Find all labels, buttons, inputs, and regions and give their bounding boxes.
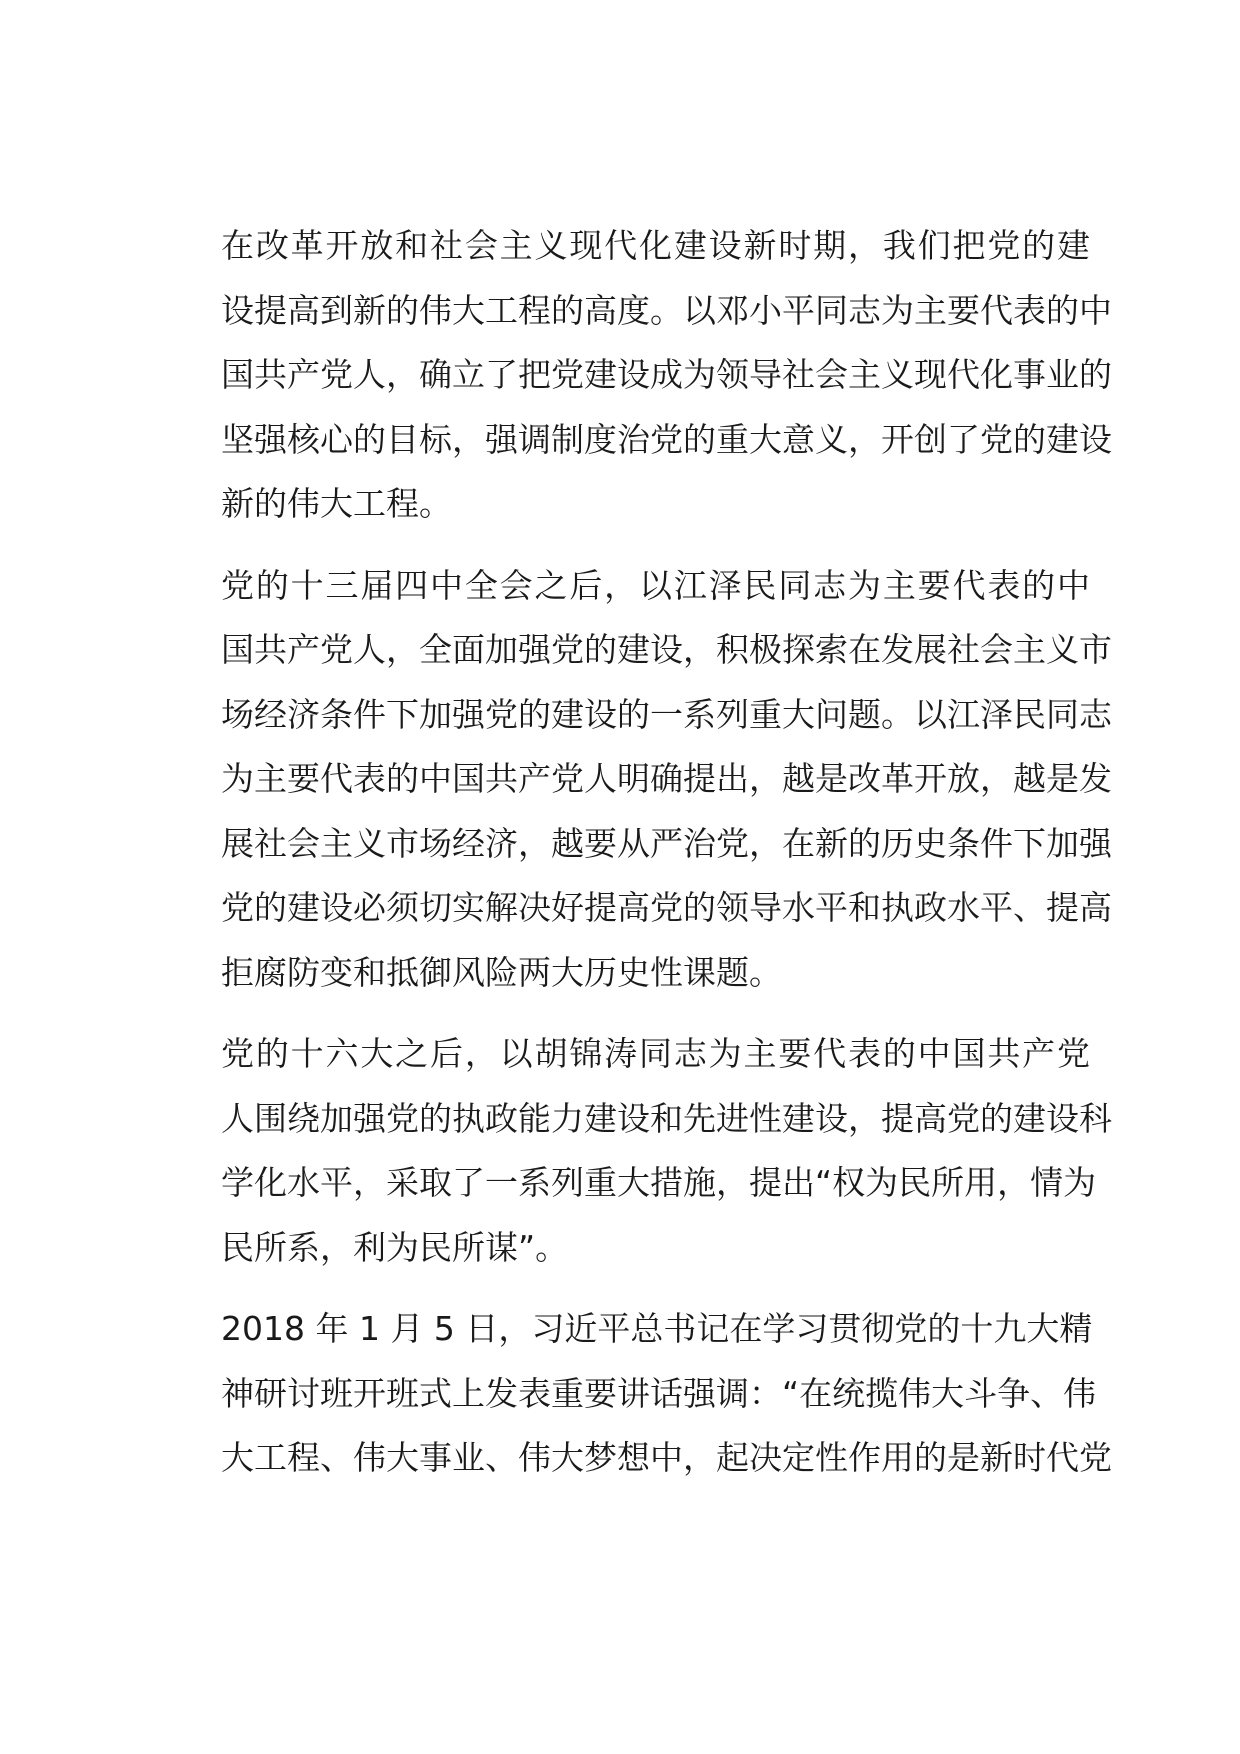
text-line: 2018 年 1 月 5 日，习近平总书记在学习贯彻党的十九大精	[221, 1309, 1093, 1348]
text-line: 国共产党人，全面加强党的建设，积极探索在发展社会主义市	[221, 630, 1112, 669]
text-line: 人围绕加强党的执政能力建设和先进性建设，提高党的建设科	[221, 1098, 1112, 1138]
document-body	[155, 214, 1112, 1508]
text-line: 党的十六大之后，以胡锦涛同志为主要代表的中国共产党	[221, 1034, 1090, 1073]
text-line: 党的十三届四中全会之后，以江泽民同志为主要代表的中	[221, 565, 1090, 605]
text-line: 党的建设必须切实解决好提高党的领导水平和执政水平、提高	[221, 888, 1112, 927]
text-line: 坚强核心的目标，强调制度治党的重大意义，开创了党的建设	[221, 419, 1112, 459]
text-line: 民所系，利为民所谋”。	[221, 1227, 569, 1267]
text-line: 国共产党人，确立了把党建设成为领导社会主义现代化事业的	[221, 355, 1112, 394]
text-line: 场经济条件下加强党的建设的一系列重大问题。以江泽民同志	[221, 694, 1112, 734]
paragraph	[155, 1022, 1112, 1280]
text-line: 在改革开放和社会主义现代化建设新时期，我们把党的建	[221, 226, 1090, 265]
text-line: 大工程、伟大事业、伟大梦想中，起决定性作用的是新时代党	[221, 1438, 1112, 1477]
text-line: 拒腐防变和抵御风险两大历史性课题。	[221, 952, 782, 992]
text-line: 设提高到新的伟大工程的高度。以邓小平同志为主要代表的中	[221, 290, 1112, 330]
text-line: 为主要代表的中国共产党人明确提出，越是改革开放，越是发	[221, 759, 1112, 798]
text-line: 展社会主义市场经济，越要从严治党，在新的历史条件下加强	[221, 823, 1112, 863]
text-line: 新的伟大工程。	[221, 484, 452, 523]
text-line: 神研讨班开班式上发表重要讲话强调：“在统揽伟大斗争、伟	[221, 1373, 1097, 1413]
paragraph	[155, 214, 1112, 537]
paragraph	[155, 554, 1112, 1006]
paragraph	[155, 1297, 1112, 1491]
text-line: 学化水平，采取了一系列重大措施，提出“权为民所用，情为	[221, 1163, 1097, 1202]
